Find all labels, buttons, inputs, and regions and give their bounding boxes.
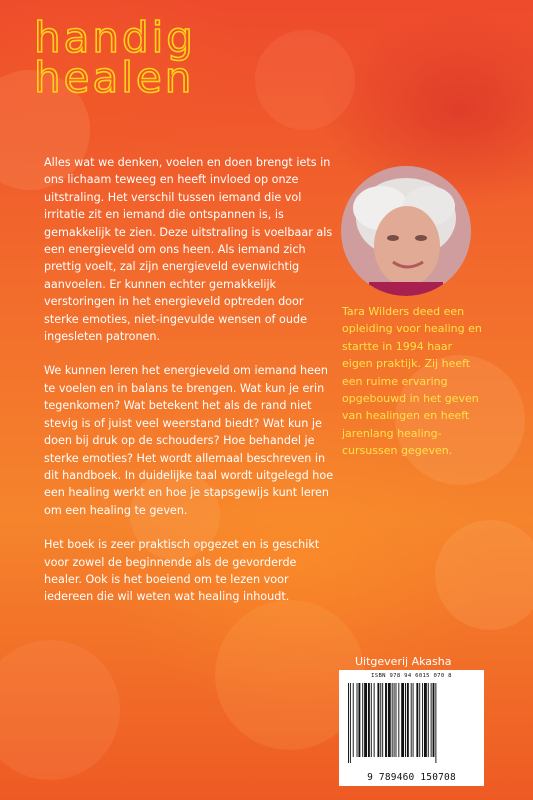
barcode-bar: [405, 683, 406, 757]
barcode-bar: [433, 683, 435, 757]
blurb-paragraph: Het boek is zeer praktisch opgezet en is geschikt voor zowel de beginnende als de gevorderde healer. Ook is het boeiend om te lezen voor iedereen die wil weten wat healing inhoudt.: [44, 538, 320, 604]
barcode-bar: [358, 683, 360, 757]
barcode-bar: [377, 683, 379, 757]
isbn-number: ISBN 978 94 6015 070 8: [371, 673, 452, 679]
author-bio: Tara Wilders deed een opleiding voor healing en startte in 1994 haar eigen praktijk. Zij heeft een ruime ervaring opgebouwd in het geven van healingen en heeft jarenlang healing-cursussen gegeven.: [342, 305, 482, 458]
author-photo: [341, 166, 471, 296]
barcode-bar: [428, 683, 429, 757]
barcode-bar: [413, 683, 414, 757]
barcode-bars: [347, 683, 476, 763]
barcode-bar: [416, 683, 418, 757]
barcode-bar: [362, 683, 363, 757]
barcode-bar: [364, 683, 367, 757]
blurb-paragraph: We kunnen leren het energieveld om iemand heen te voelen en in balans te brengen. Wat kun je erin tegenkomen? Wat betekent het als de rand niet stevig is of juist veel weerstand biedt? Wat kun je doen bij druk op de schouders? Hoe behandel je sterke emoties? Het wordt allemaal beschreven in dit handboek. In duidelijke taal wordt uitgelegd hoe een healing werkt en hoe je stapsgewijs kunt leren om een healing te geven.: [44, 364, 334, 517]
barcode-bar: [398, 683, 399, 757]
barcode-bar: [392, 683, 393, 757]
barcode-bar: [368, 683, 370, 757]
barcode-bar: [357, 683, 358, 757]
barcode-bar: [396, 683, 397, 757]
barcode-bar: [424, 683, 427, 757]
barcode-bar: [394, 683, 395, 757]
blurb-paragraph: Alles wat we denken, voelen en doen brengt iets in ons lichaam teweeg en heeft invloed op onze uitstraling. Het verschil tussen iemand die vol irritatie zit en iemand die ontspannen is, is gemakkelijk te zien. Deze uitstraling is voelbaar als een energieveld om ons heen. Als iemand zich prettig voelt, zal zijn energieveld evenwichtig aanvoelen. Er kunnen echter gemakkelijk verstoringen in het energieveld optreden door sterke emoties, niet-ingevulde wensen of oude ingesleten patronen.: [44, 156, 333, 344]
title-line: healen: [34, 53, 195, 102]
barcode-bar: [422, 683, 423, 757]
barcode-bar: [382, 683, 383, 757]
bokeh-circle: [435, 520, 533, 630]
publisher-name: Uitgeverij Akasha: [355, 655, 452, 668]
title-line: handig: [34, 13, 196, 62]
barcode-bar: [419, 683, 420, 757]
barcode-bar: [407, 683, 409, 757]
barcode-bar: [431, 683, 432, 757]
barcode-bar: [350, 683, 351, 763]
barcode-bar: [348, 683, 349, 763]
barcode-bar: [388, 683, 391, 757]
book-title: [34, 13, 196, 102]
bokeh-circle: [0, 640, 120, 780]
blurb: [44, 154, 336, 623]
author-portrait-illustration: [341, 166, 471, 296]
barcode-bar: [353, 683, 354, 757]
barcode-bar: [371, 683, 372, 757]
barcode-bar: [385, 683, 387, 757]
barcode-bar: [401, 683, 404, 757]
barcode-bar: [374, 683, 375, 757]
bokeh-circle: [255, 30, 355, 130]
barcode-bar: [411, 683, 412, 757]
isbn-barcode: [339, 670, 484, 786]
barcode-bar: [435, 683, 436, 763]
barcode-bar: [380, 683, 381, 757]
ean-digits: 9 789460 150708: [367, 772, 456, 783]
